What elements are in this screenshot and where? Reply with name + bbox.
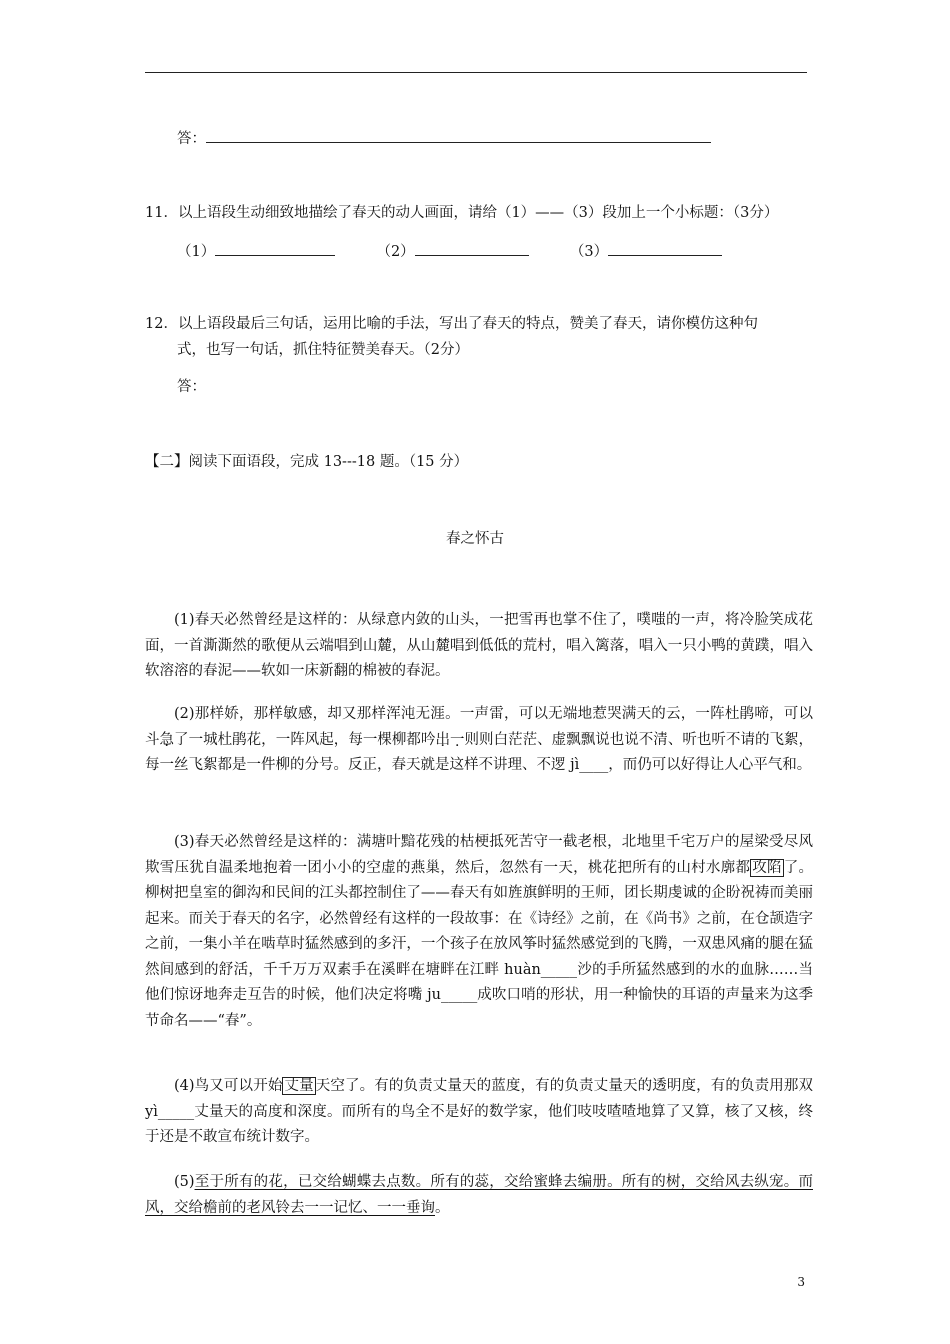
answer-label: 答： xyxy=(177,379,206,395)
p2-part-f: 一则则白茫茫、虚飘飘说也说不清、听也听不请的飞絮，每一丝飞絮都是一件柳的分号。反正，春天就是这样不讲理、不逻 jì____，而仍可以好得让人心平气和。 xyxy=(145,731,814,773)
paragraph-2-text xyxy=(145,702,813,779)
p4-part-a: (4)鸟又可以开始 xyxy=(174,1078,283,1094)
section-2-header-text: 【二】阅读下面语段，完成 13---18 题。（15 分） xyxy=(145,454,469,470)
q11-label-2: （2） xyxy=(376,244,415,260)
paragraph-3 xyxy=(145,830,813,1034)
p2-part-a: (2)那样娇，那样敏感，却又那样浑沌无涯。一声雷，可以无端地惹哭满天的云，一阵杜鹃啼，可以 xyxy=(174,706,813,722)
question-12-text-2: 式，也写一句话，抓住特征赞美春天。（2分） xyxy=(177,342,469,358)
question-12-line1 xyxy=(145,314,758,334)
p4-boxed-word: 丈量 xyxy=(284,1078,314,1094)
p2-part-c: 急了一城杜鹃花，一阵风起，每一棵柳都 xyxy=(159,731,421,748)
page-number: 3 xyxy=(797,1275,805,1289)
p5-part-a: (5) xyxy=(174,1174,195,1190)
p4-part-b: 天空了。有的负责丈量天的蓝度，有的负责丈量天的透明度，有的负责用那双 yì_____丈量天的高度和深度。而所有的鸟全不是好的数学家，他们吱吱喳喳地算了又算，核了又核，终于还是不敢宣布统计数字。 xyxy=(145,1078,814,1145)
paragraph-3-text xyxy=(145,830,813,1034)
p5-part-b: 。 xyxy=(435,1199,450,1216)
q11-label-1: （1） xyxy=(177,244,216,260)
p3-part-a: (3)春天必然曾经是这样的：满塘叶黯花残的枯梗抵死苦守一截老根，北地里千宅万户的屋梁受尽风欺雪压犹自温柔地抱着一团小小的空虚的燕巢，然后，忽然有一天，桃花把所有的山村水廓都 xyxy=(145,834,813,876)
question-12-answer xyxy=(177,377,206,397)
q11-label-3: （3） xyxy=(569,244,609,260)
answer-label: 答： xyxy=(177,131,206,147)
question-11-text: 11．以上语段生动细致地描绘了春天的动人画面，请给（1）——（3）段加上一个小标题：（3分） xyxy=(145,205,779,221)
question-11 xyxy=(145,203,778,223)
question-12-text-1: 12．以上语段最后三句话，运用比喻的手法，写出了春天的特点，赞美了春天，请你模仿这种句 xyxy=(145,316,758,332)
p2-dotted-char-3: 出 xyxy=(435,731,450,748)
paragraph-4 xyxy=(145,1074,813,1151)
answer-blank-1[interactable] xyxy=(206,128,711,143)
question-12-line2 xyxy=(177,340,469,360)
paragraph-4-text xyxy=(145,1074,813,1151)
question-11-blanks xyxy=(177,241,722,262)
answer-line-1 xyxy=(177,128,711,149)
p2-dotted-char-2: 吟 xyxy=(420,731,436,748)
paragraph-5-text xyxy=(145,1170,813,1221)
paragraph-1 xyxy=(145,608,813,685)
paragraph-5 xyxy=(145,1170,813,1221)
p5-underlined-text: 至于所有的花，已交给蝴蝶去点数。所有的蕊，交给蜜蜂去编册。所有的树，交给风去纵宠。而风，交给檐前的老风铃去一一记忆、一一垂询 xyxy=(145,1174,813,1216)
p3-part-b: 了。柳树把皇室的御沟和民间的江头都控制住了——春天有如旌旗鲜明的王师，团长期虔诚的企盼祝祷而美丽起来。而关于春天的名字，必然曾经有这样的一段故事：在《诗经》之前，在《尚书》之前，在仓颉造字之前，一集小羊在啮草时猛然感到的多汗，一个孩子在放风筝时猛然感觉到的飞腾，一双患风痛的腿在猛然间感到的舒活，千千万万双素手在溪畔在塘畔在江畔 huàn_____沙的手所猛然感到的水的血脉……当他们惊讶地奔走互告的时候，他们决定将嘴 ju_____成吹口哨的形状，用一种愉快的耳语的声量来为这季节命名——“春”。 xyxy=(145,859,814,1029)
p3-boxed-word: 攻陷 xyxy=(752,859,782,876)
q11-blank-1[interactable] xyxy=(215,241,335,256)
p2-dotted-char-1: 斗 xyxy=(145,731,160,748)
paragraph-2 xyxy=(145,702,813,779)
section-2-header xyxy=(145,452,468,472)
q11-blank-3[interactable] xyxy=(608,241,722,256)
q11-blank-2[interactable] xyxy=(415,241,529,256)
article-title: 春之怀古 xyxy=(446,531,504,547)
header-rule xyxy=(145,72,807,73)
paragraph-1-text: (1)春天必然曾经是这样的：从绿意内敛的山头，一把雪再也掌不住了，噗嗤的一声，将冷脸笑成花面，一首澌澌然的歌便从云端唱到山麓，从山麓唱到低低的荒村，唱入篱落，唱入一只小鸭的黄蹼，唱入软溶溶的春泥——软如一床新翻的棉被的春泥。 xyxy=(145,612,813,679)
